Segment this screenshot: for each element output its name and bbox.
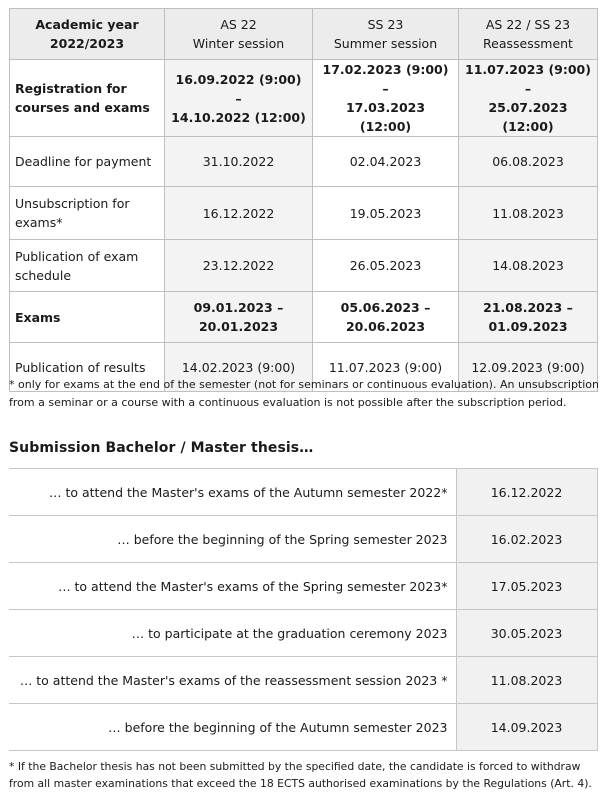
row-registration bbox=[10, 60, 598, 137]
row-payment-deadline bbox=[10, 137, 598, 187]
schedule-footnote: * only for exams at the end of the semester (not for seminars or continuous evaluation). An unsubscription from a seminar or a course with a continuous evaluation is not possible after the subscription period. bbox=[9, 378, 599, 409]
row-label: Deadline for payment bbox=[10, 137, 165, 187]
thesis-desc: … before the beginning of the Spring semester 2023 bbox=[9, 516, 456, 563]
cell-line: 20.06.2023 bbox=[345, 319, 426, 334]
thesis-table bbox=[9, 468, 598, 751]
cell-line: 21.08.2023 – bbox=[483, 300, 573, 315]
thesis-date: 30.05.2023 bbox=[456, 610, 597, 657]
header-line: Winter session bbox=[192, 36, 285, 51]
thesis-desc: … to attend the Master's exams of the Spring semester 2023* bbox=[9, 563, 456, 610]
header-line: Summer session bbox=[333, 36, 438, 51]
schedule-table bbox=[9, 8, 598, 392]
label-line: Registration for bbox=[15, 81, 127, 96]
thesis-desc: … to attend the Master's exams of the Autumn semester 2022* bbox=[9, 469, 456, 516]
cell-summer: 19.05.2023 bbox=[313, 187, 459, 240]
cell-reassessment bbox=[459, 292, 598, 343]
thesis-row bbox=[9, 563, 597, 610]
label-line: exams* bbox=[15, 215, 63, 230]
cell-line: 25.07.2023 (12:00) bbox=[488, 100, 568, 134]
cell-line: 14.10.2022 (12:00) bbox=[171, 109, 306, 125]
cell-line: 09.01.2023 – bbox=[193, 300, 284, 315]
cell-reassessment bbox=[459, 60, 598, 137]
cell-summer: 11.07.2023 (9:00) bbox=[313, 343, 459, 392]
cell-line: 11.07.2023 (9:00) – bbox=[465, 62, 591, 96]
header-line: Academic year bbox=[35, 17, 139, 32]
cell-summer bbox=[313, 292, 459, 343]
thesis-row bbox=[9, 516, 597, 563]
row-exams bbox=[10, 292, 598, 343]
cell-winter bbox=[165, 292, 313, 343]
cell-winter: 14.02.2023 (9:00) bbox=[165, 343, 313, 392]
thesis-row bbox=[9, 469, 597, 516]
thesis-desc: … to attend the Master's exams of the reassessment session 2023 * bbox=[9, 657, 456, 704]
thesis-date: 11.08.2023 bbox=[456, 657, 597, 704]
thesis-row bbox=[9, 610, 597, 657]
cell-line: 20.01.2023 bbox=[198, 319, 279, 334]
cell-line: 16.09.2022 (9:00) – bbox=[175, 71, 302, 106]
header-line: AS 22 bbox=[220, 17, 257, 32]
schedule-header-row bbox=[10, 9, 598, 60]
row-label bbox=[10, 240, 165, 292]
header-winter-session bbox=[165, 9, 313, 60]
header-line: Reassessment bbox=[483, 36, 573, 51]
header-reassessment bbox=[459, 9, 598, 60]
cell-reassessment: 11.08.2023 bbox=[459, 187, 598, 240]
cell-line: 01.09.2023 bbox=[488, 319, 568, 334]
header-line: SS 23 bbox=[367, 17, 404, 32]
row-label: Exams bbox=[10, 292, 165, 343]
thesis-row bbox=[9, 657, 597, 704]
cell-line: 05.06.2023 – bbox=[340, 300, 431, 315]
cell-reassessment: 06.08.2023 bbox=[459, 137, 598, 187]
header-line: 2022/2023 bbox=[49, 36, 125, 51]
cell-summer bbox=[313, 60, 459, 137]
thesis-section-title: Submission Bachelor / Master thesis… bbox=[9, 440, 314, 456]
row-exam-schedule bbox=[10, 240, 598, 292]
thesis-desc: … before the beginning of the Autumn semester 2023 bbox=[9, 704, 456, 751]
label-line: Unsubscription for bbox=[15, 196, 130, 211]
cell-reassessment: 12.09.2023 (9:00) bbox=[459, 343, 598, 392]
cell-line: 17.03.2023 (12:00) bbox=[345, 100, 426, 134]
cell-winter bbox=[165, 60, 313, 137]
row-unsubscription bbox=[10, 187, 598, 240]
label-line: Publication of exam bbox=[15, 248, 139, 264]
cell-reassessment: 14.08.2023 bbox=[459, 240, 598, 292]
label-line: schedule bbox=[15, 267, 72, 283]
thesis-footnote: * If the Bachelor thesis has not been submitted by the specified date, the candidate is forced to withdraw from all master examinations that exceed the 18 ECTS authorised examinations by the Regulations (Art. 4). bbox=[9, 760, 592, 790]
header-academic-year bbox=[10, 9, 165, 60]
row-label: Publication of results bbox=[10, 343, 165, 392]
row-label bbox=[10, 60, 165, 137]
cell-winter: 16.12.2022 bbox=[165, 187, 313, 240]
thesis-date: 14.09.2023 bbox=[456, 704, 597, 751]
cell-winter: 31.10.2022 bbox=[165, 137, 313, 187]
label-line: courses and exams bbox=[15, 100, 150, 115]
thesis-row bbox=[9, 704, 597, 751]
thesis-date: 16.12.2022 bbox=[456, 469, 597, 516]
thesis-desc: … to participate at the graduation ceremony 2023 bbox=[9, 610, 456, 657]
thesis-date: 16.02.2023 bbox=[456, 516, 597, 563]
cell-summer: 26.05.2023 bbox=[313, 240, 459, 292]
thesis-date: 17.05.2023 bbox=[456, 563, 597, 610]
header-summer-session bbox=[313, 9, 459, 60]
cell-line: 17.02.2023 (9:00) – bbox=[322, 62, 449, 96]
cell-summer: 02.04.2023 bbox=[313, 137, 459, 187]
cell-winter: 23.12.2022 bbox=[165, 240, 313, 292]
header-line: AS 22 / SS 23 bbox=[485, 17, 571, 32]
row-label bbox=[10, 187, 165, 240]
